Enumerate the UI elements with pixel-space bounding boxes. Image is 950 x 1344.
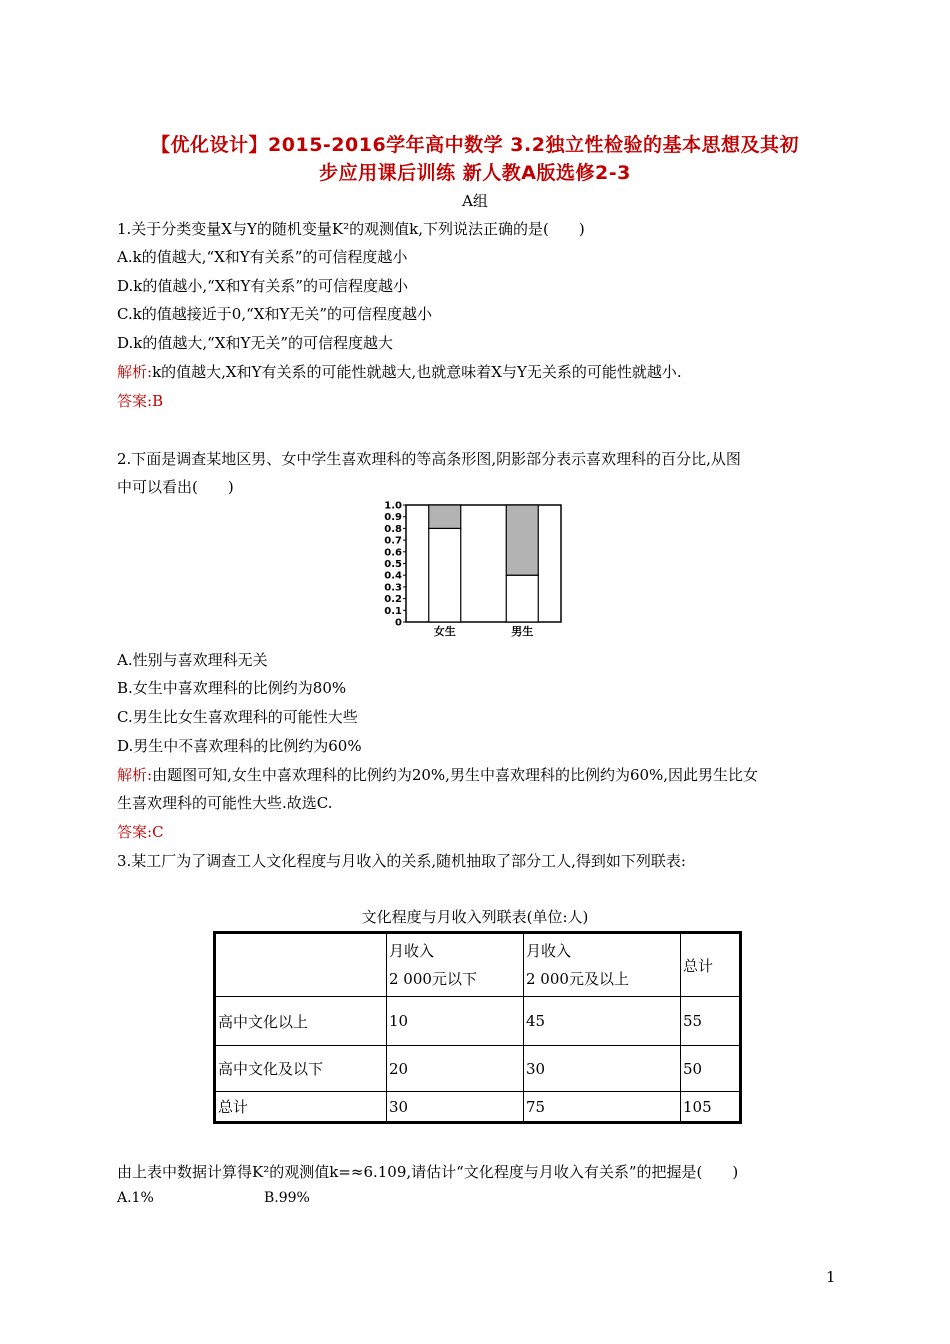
y-tick-label: 0.7 [384, 535, 402, 547]
table-cell: 10 [387, 997, 524, 1046]
answer-label: 答案: [117, 392, 153, 410]
table-header-cell: 月收入 2 000元及以上 [524, 933, 681, 997]
table-header-cell: 月收入 2 000元以下 [387, 933, 524, 997]
table-cell: 20 [387, 1046, 524, 1092]
x-category-label: 男生 [511, 625, 534, 638]
table-cell: 总计 [215, 1092, 387, 1123]
y-tick-label: 1.0 [384, 500, 402, 512]
q2-option-a: A.性别与喜欢理科无关 [117, 651, 268, 669]
y-tick-label: 0.2 [384, 594, 402, 606]
table-header-cell [215, 933, 387, 997]
stacked-bar-chart [366, 496, 566, 642]
q2-stem-line1: 2.下面是调查某地区男、女中学生喜欢理科的等高条形图,阴影部分表示喜欢理科的百分比,从图 [117, 450, 741, 468]
q2-option-b: B.女生中喜欢理科的比例约为80% [117, 679, 347, 697]
table-cell: 30 [524, 1046, 681, 1092]
q1-option-d: D.k的值越大,“X和Y无关”的可信程度越大 [117, 334, 394, 352]
q2-answer [117, 821, 164, 842]
answer-label: 答案: [117, 823, 153, 841]
q2-option-d: D.男生中不喜欢理科的比例约为60% [117, 737, 362, 755]
table-cell: 30 [387, 1092, 524, 1123]
q2-analysis-line1 [117, 764, 758, 785]
q1-option-c: C.k的值越接近于0,“X和Y无关”的可信程度越小 [117, 305, 433, 323]
document-title-line2: 步应用课后训练 新人教A版选修2-3 [319, 162, 631, 184]
table-cell: 105 [681, 1092, 741, 1123]
x-category-label: 女生 [433, 625, 456, 638]
y-tick-label: 0.4 [384, 570, 402, 582]
y-tick-label: 0.5 [384, 559, 402, 570]
q2-answer-value: C [152, 823, 164, 841]
y-tick-label: 0 [395, 617, 402, 629]
q1-stem: 1.关于分类变量X与Y的随机变量K²的观测值k,下列说法正确的是( ) [117, 220, 585, 238]
q3-follow: 由上表中数据计算得K²的观测值k=≈6.109,请估计“文化程度与月收入有关系”的把握是( ) [117, 1163, 739, 1181]
table-cell: 45 [524, 997, 681, 1046]
q1-option-a: A.k的值越大,“X和Y有关系”的可信程度越小 [117, 248, 408, 266]
table-caption: 文化程度与月收入列联表(单位:人) [361, 908, 589, 926]
y-tick-label: 0.6 [384, 547, 402, 559]
table-row [215, 1046, 741, 1092]
q3-option-b: B.99% [264, 1190, 310, 1206]
q1-answer [117, 390, 163, 411]
q1-analysis [117, 361, 682, 382]
q2-analysis-text: 由题图可知,女生中喜欢理科的比例约为20%,男生中喜欢理科的比例约为60%,因此男生比女 [152, 766, 759, 784]
document-title-line1: 【优化设计】2015-2016学年高中数学 3.2独立性检验的基本思想及其初 [151, 134, 799, 156]
y-tick-label: 0.8 [384, 523, 402, 535]
q2-option-c: C.男生比女生喜欢理科的可能性大些 [117, 708, 358, 726]
q1-analysis-text: k的值越大,X和Y有关系的可能性就越大,也就意味着X与Y无关系的可能性就越小. [152, 363, 682, 381]
chart-svg [366, 496, 566, 642]
bar-not-like-0 [429, 528, 461, 622]
table-cell: 75 [524, 1092, 681, 1123]
analysis-label: 解析: [117, 766, 153, 784]
table-header-row [215, 933, 741, 997]
q3-option-a: A.1% [117, 1190, 154, 1206]
bar-not-like-1 [506, 575, 538, 622]
y-tick-label: 0.9 [384, 512, 402, 524]
q1-answer-value: B [152, 392, 164, 410]
table-cell: 高中文化及以下 [215, 1046, 387, 1092]
q3-stem: 3.某工厂为了调查工人文化程度与月收入的关系,随机抽取了部分工人,得到如下列联表: [117, 852, 686, 870]
y-tick-label: 0.3 [384, 582, 402, 594]
group-label: A组 [462, 192, 488, 210]
bar-like-1 [506, 505, 538, 575]
table-cell: 50 [681, 1046, 741, 1092]
q2-stem-line2: 中可以看出( ) [117, 478, 234, 496]
contingency-table [213, 931, 742, 1124]
table-row [215, 997, 741, 1046]
y-tick-label: 0.1 [384, 605, 402, 617]
table-header-cell: 总计 [681, 933, 741, 997]
table-cell: 55 [681, 997, 741, 1046]
q2-analysis-line2: 生喜欢理科的可能性大些.故选C. [117, 794, 333, 812]
table-cell: 高中文化以上 [215, 997, 387, 1046]
q1-option-b: D.k的值越小,“X和Y有关系”的可信程度越小 [117, 277, 409, 295]
table-row [215, 1092, 741, 1123]
bar-like-0 [429, 505, 461, 528]
page-number: 1 [826, 1268, 836, 1286]
analysis-label: 解析: [117, 363, 153, 381]
